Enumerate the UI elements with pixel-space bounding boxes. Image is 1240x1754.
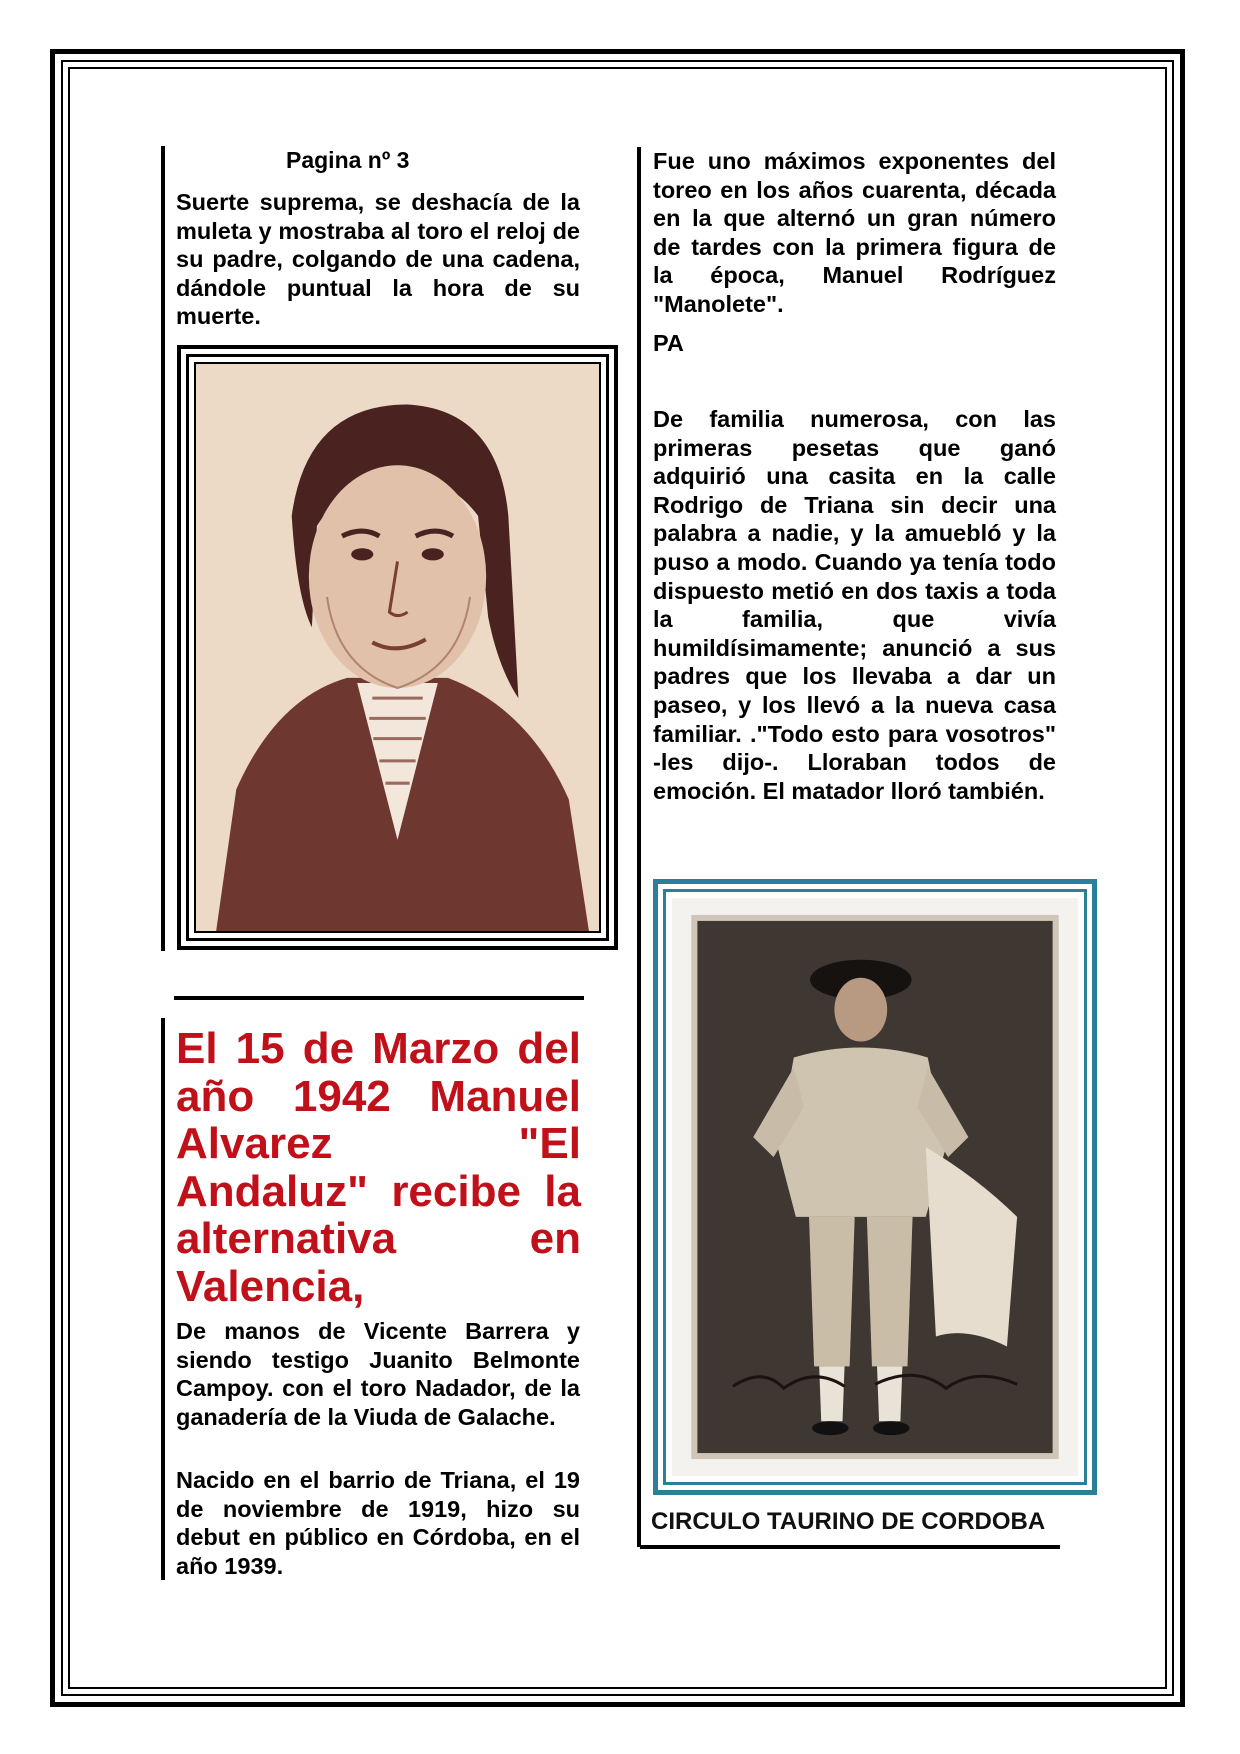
- photo-frame: [653, 879, 1097, 1495]
- page-number: Pagina nº 3: [286, 147, 410, 173]
- headline-line: Alvarez "El: [176, 1119, 581, 1168]
- left-column-rule-bottom: [161, 1018, 165, 1580]
- headline-line: El 15 de Marzo del: [176, 1024, 581, 1073]
- headline-line: año 1942 Manuel: [176, 1071, 581, 1121]
- birth-paragraph: Nacido en el barrio de Triana, el 19 de noviembre de 1919, hizo su debut en público en Córdoba, en el año 1939.: [176, 1467, 580, 1579]
- pa-paragraph: PA: [653, 330, 684, 356]
- family-paragraph: De familia numerosa, con las primeras pesetas que ganó adquirió una casita en la calle Rodrigo de Triana sin decir una palabra a nadie, y la amuebló y la puso a modo. Cuando ya tenía todo dispuesto metió en dos taxis a toda la familia, que vivía humildísimamente; anunció a sus padres que los llevaba a dar un paseo, y los llevó a la nueva casa familiar. ."Todo esto para vosotros" -les dijo-. Lloraban todos de emoción. El matador lloró también.: [653, 406, 1056, 804]
- headline: [176, 1025, 581, 1310]
- photo-caption: CIRCULO TAURINO DE CORDOBA: [651, 1508, 1046, 1535]
- section-divider: [174, 996, 584, 1000]
- portrait-image: [194, 362, 601, 933]
- caption-underline: [640, 1545, 1060, 1549]
- portrait-frame: [177, 345, 618, 950]
- matador-photo: [672, 898, 1078, 1476]
- barrera-paragraph: De manos de Vicente Barrera y siendo testigo Juanito Belmonte Campoy. con el toro Nadador, de la ganadería de la Viuda de Galache.: [176, 1318, 580, 1430]
- headline-line: Valencia,: [176, 1261, 365, 1311]
- left-column-rule-top: [161, 146, 165, 951]
- right-column-rule: [637, 147, 641, 1547]
- intro-paragraph: Suerte suprema, se deshacía de la muleta y mostraba al toro el reloj de su padre, colgando de una cadena, dándole puntual la hora de su muerte.: [176, 189, 580, 330]
- career-paragraph: Fue uno máximos exponentes del toreo en los años cuarenta, década en la que alternó un gran número de tardes con la primera figura de la época, Manuel Rodríguez "Manolete".: [653, 148, 1056, 317]
- headline-line: alternativa en: [176, 1214, 581, 1263]
- headline-line: Andaluz" recibe la: [176, 1166, 581, 1216]
